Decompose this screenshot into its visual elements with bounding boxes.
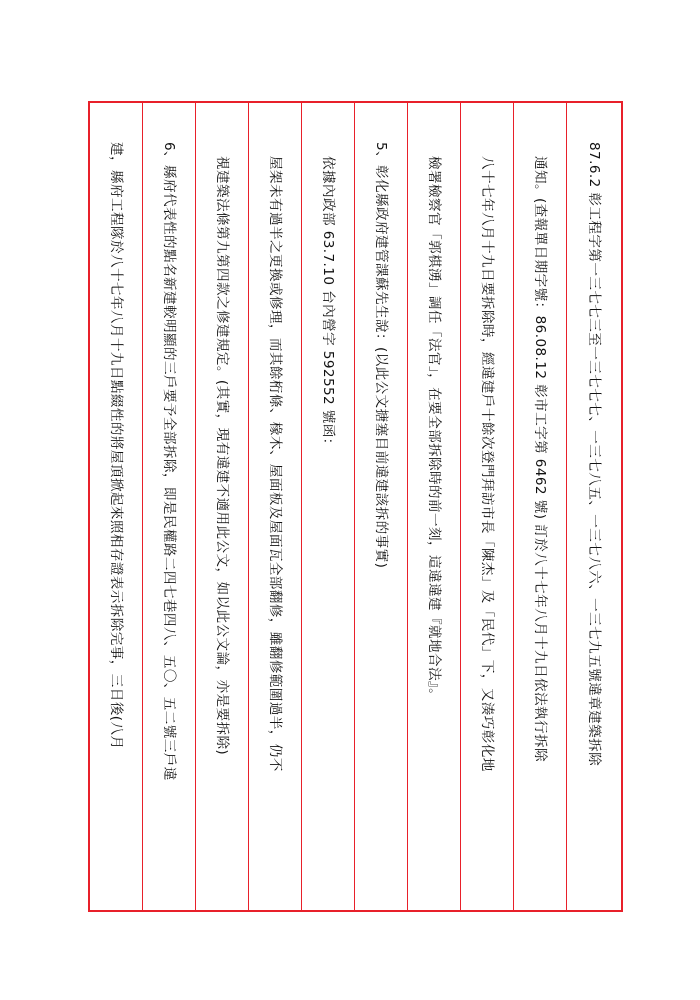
document-frame: [88, 101, 623, 912]
column-text-6: 5、彰化縣政府建管課蘇先生說：(以此公文搪塞目前違建該拆的事實): [373, 141, 389, 568]
column-text-3: 視建築法條第九第四款之修建規定。(其實，現有違建不適用此公文，如以此公文論，亦是要拆除): [214, 155, 230, 755]
text-column-7: [408, 103, 461, 910]
text-column-10: [567, 103, 621, 910]
column-text-10: 87.6.2 彰工程字第一三七七三至一三七七七、一三七八五、一三七八六、一三七九五號違章建築拆除: [586, 141, 602, 766]
column-text-7: 檢署檢察官「郭棋湧」調任「法官」，在要全部拆除時的前一刻，這違違建『就地合法』。: [426, 155, 442, 702]
text-column-6: [355, 103, 408, 910]
text-column-1: [90, 103, 143, 910]
column-text-8: 八十七年八月十九日要拆除時，經違建戶十餘次登門拜訪市長「陳杰」及「民代」下，又湊巧彰化地: [479, 155, 495, 772]
text-column-8: [461, 103, 514, 910]
text-column-9: [514, 103, 567, 910]
text-column-2: [143, 103, 196, 910]
text-column-4: [249, 103, 302, 910]
column-text-9: 通知。(查報單日期字號：86.08.12 彰市工字第 6462 號) 訂於八十七年八月十九日依法執行拆除: [532, 155, 548, 762]
column-text-5: 依據內政部 63.7.10 台內營字 592552 號函：: [320, 155, 336, 452]
text-column-5: [302, 103, 355, 910]
text-column-3: [196, 103, 249, 910]
column-text-2: 6、縣府代表性的點名新建較明顯的三戶要予全部拆除，即是民權路二四七巷四八、五〇、五二號三戶違: [161, 141, 177, 781]
column-text-4: 屋架未有過半之更換或修理，而其餘桁條、椽木、屋面板及屋面瓦全部翻修，雖翻修範圍過半，仍不: [267, 155, 283, 772]
column-text-1: 建，縣府工程隊於八十七年八月十九日點綴性的將屋頂掀起來照相存證表示拆除完事，三日後(八月: [108, 141, 124, 749]
